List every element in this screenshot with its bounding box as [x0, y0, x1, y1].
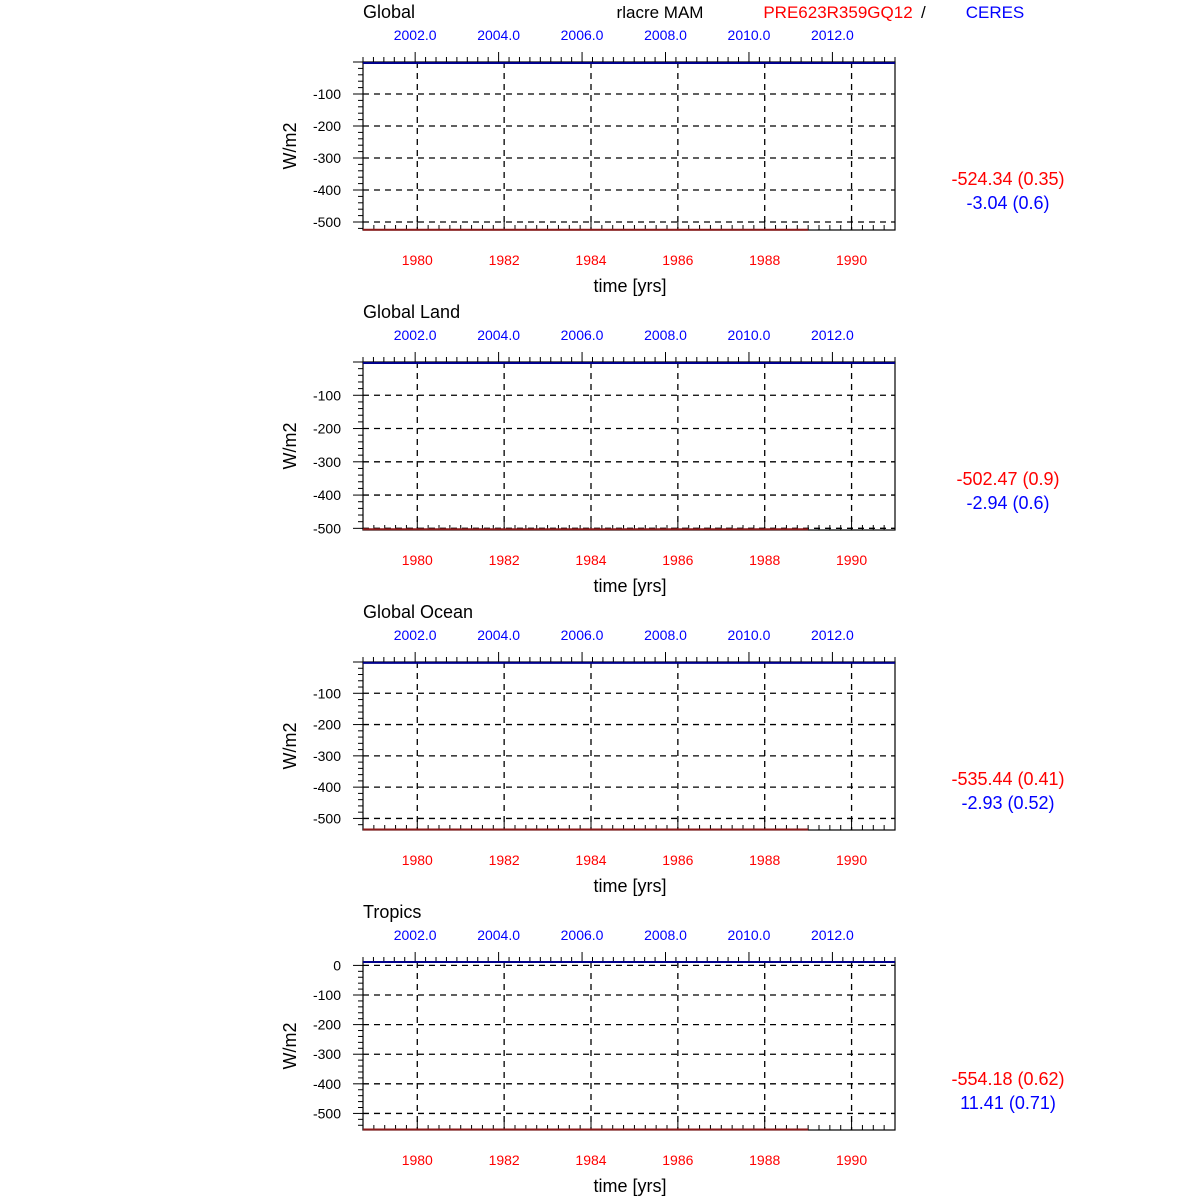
bottom-axis-tick-label: 1982	[488, 252, 520, 268]
panel-title: Global	[363, 2, 416, 22]
obs-stats-label: -2.93 (0.52)	[961, 793, 1055, 813]
bottom-axis-tick-label: 1982	[488, 552, 520, 568]
model-stats-label: -524.34 (0.35)	[951, 169, 1065, 189]
plot-frame	[363, 662, 895, 830]
top-axis-tick-label: 2012.0	[810, 627, 854, 643]
chart-panel	[280, 602, 1065, 896]
y-axis-tick-label: -100	[312, 685, 341, 702]
bottom-axis-tick-label: 1982	[488, 852, 520, 868]
x-axis-label: time [yrs]	[593, 276, 667, 296]
bottom-axis-tick-label: 1988	[749, 252, 781, 268]
bottom-axis-tick-label: 1980	[401, 552, 433, 568]
model-name-label: PRE623R359GQ12	[763, 3, 913, 22]
top-axis-tick-label: 2012.0	[810, 927, 854, 943]
y-axis-tick-label: -200	[312, 420, 341, 437]
y-axis-tick-label: 0	[333, 957, 341, 974]
bottom-axis-tick-label: 1990	[835, 252, 868, 268]
chart-panel	[280, 302, 1060, 596]
y-axis-tick-label: -100	[312, 387, 341, 404]
bottom-axis-tick-label: 1984	[575, 252, 607, 268]
top-axis-tick-label: 2002.0	[393, 27, 437, 43]
bottom-axis-tick-label: 1980	[401, 852, 433, 868]
y-axis-tick-label: -500	[312, 1105, 341, 1122]
top-axis-tick-label: 2006.0	[560, 27, 604, 43]
bottom-axis-tick-label: 1986	[662, 1152, 694, 1168]
figure-header	[617, 3, 1025, 22]
y-axis-tick-label: -500	[312, 214, 341, 230]
bottom-axis-tick-label: 1988	[749, 552, 781, 568]
y-axis-label: W/m2	[280, 722, 300, 770]
y-axis-tick-label: -200	[312, 716, 341, 733]
y-axis-tick-label: -500	[312, 520, 341, 537]
model-stats-label: -502.47 (0.9)	[956, 469, 1060, 489]
y-axis-tick-label: -100	[312, 987, 341, 1004]
plot-frame	[363, 62, 895, 230]
obs-stats-label: -2.94 (0.6)	[966, 493, 1050, 513]
y-axis-tick-label: -400	[312, 182, 341, 198]
x-axis-label: time [yrs]	[593, 576, 667, 596]
bottom-axis-tick-label: 1990	[835, 552, 868, 568]
x-axis-label: time [yrs]	[593, 1176, 667, 1196]
y-axis-tick-label: -200	[312, 1016, 341, 1033]
y-axis-tick-label: -500	[312, 810, 341, 827]
bottom-axis-tick-label: 1990	[835, 1152, 868, 1168]
top-axis-tick-label: 2006.0	[560, 327, 604, 343]
bottom-axis-tick-label: 1986	[662, 252, 694, 268]
top-axis-tick-label: 2002.0	[393, 927, 437, 943]
panel-title: Global Land	[363, 302, 461, 322]
model-stats-label: -535.44 (0.41)	[951, 769, 1065, 789]
y-axis-tick-label: -300	[312, 747, 341, 764]
y-axis-tick-label: -300	[312, 1046, 341, 1063]
bottom-axis-tick-label: 1986	[662, 852, 694, 868]
top-axis-tick-label: 2008.0	[644, 27, 687, 43]
y-axis-tick-label: -400	[312, 1075, 341, 1092]
y-axis-tick-label: -100	[312, 86, 341, 102]
top-axis-tick-label: 2012.0	[810, 27, 854, 43]
bottom-axis-tick-label: 1988	[749, 1152, 781, 1168]
chart-panel	[280, 2, 1065, 296]
bottom-axis-tick-label: 1986	[662, 552, 694, 568]
y-axis-tick-label: -300	[312, 150, 341, 166]
top-axis-tick-label: 2010.0	[727, 327, 771, 343]
obs-stats-label: -3.04 (0.6)	[966, 193, 1050, 213]
top-axis-tick-label: 2010.0	[727, 27, 771, 43]
top-axis-tick-label: 2008.0	[644, 327, 687, 343]
bottom-axis-tick-label: 1980	[401, 1152, 433, 1168]
top-axis-tick-label: 2010.0	[727, 927, 771, 943]
y-axis-tick-label: -400	[312, 779, 341, 796]
y-axis-label: W/m2	[280, 422, 300, 470]
top-axis-tick-label: 2012.0	[810, 327, 854, 343]
y-axis-tick-label: -300	[312, 453, 341, 470]
top-axis-tick-label: 2004.0	[477, 327, 521, 343]
obs-name-label: CERES	[965, 3, 1025, 22]
top-axis-tick-label: 2002.0	[393, 627, 437, 643]
model-stats-label: -554.18 (0.62)	[951, 1069, 1065, 1089]
bottom-axis-tick-label: 1982	[488, 1152, 520, 1168]
top-axis-tick-label: 2006.0	[560, 927, 604, 943]
top-axis-tick-label: 2010.0	[727, 627, 771, 643]
bottom-axis-tick-label: 1984	[575, 852, 607, 868]
bottom-axis-tick-label: 1990	[835, 852, 868, 868]
variable-title: rlacre MAM	[616, 3, 704, 22]
top-axis-tick-label: 2004.0	[477, 927, 521, 943]
bottom-axis-tick-label: 1980	[401, 252, 433, 268]
top-axis-tick-label: 2008.0	[644, 627, 687, 643]
x-axis-label: time [yrs]	[593, 876, 667, 896]
top-axis-tick-label: 2006.0	[560, 627, 604, 643]
panel-title: Global Ocean	[363, 602, 474, 622]
panel-title: Tropics	[363, 902, 422, 922]
y-axis-tick-label: -400	[312, 487, 341, 504]
bottom-axis-tick-label: 1988	[749, 852, 781, 868]
top-axis-tick-label: 2004.0	[477, 27, 521, 43]
obs-stats-label: 11.41 (0.71)	[960, 1093, 1056, 1113]
header-separator: /	[921, 3, 926, 22]
y-axis-tick-label: -200	[312, 118, 341, 134]
top-axis-tick-label: 2008.0	[644, 927, 687, 943]
bottom-axis-tick-label: 1984	[575, 552, 607, 568]
bottom-axis-tick-label: 1984	[575, 1152, 607, 1168]
plot-frame	[363, 362, 895, 530]
y-axis-label: W/m2	[280, 1022, 300, 1070]
y-axis-label: W/m2	[280, 122, 300, 170]
top-axis-tick-label: 2002.0	[393, 327, 437, 343]
top-axis-tick-label: 2004.0	[477, 627, 521, 643]
plot-frame	[363, 962, 895, 1130]
chart-panel	[280, 902, 1065, 1196]
